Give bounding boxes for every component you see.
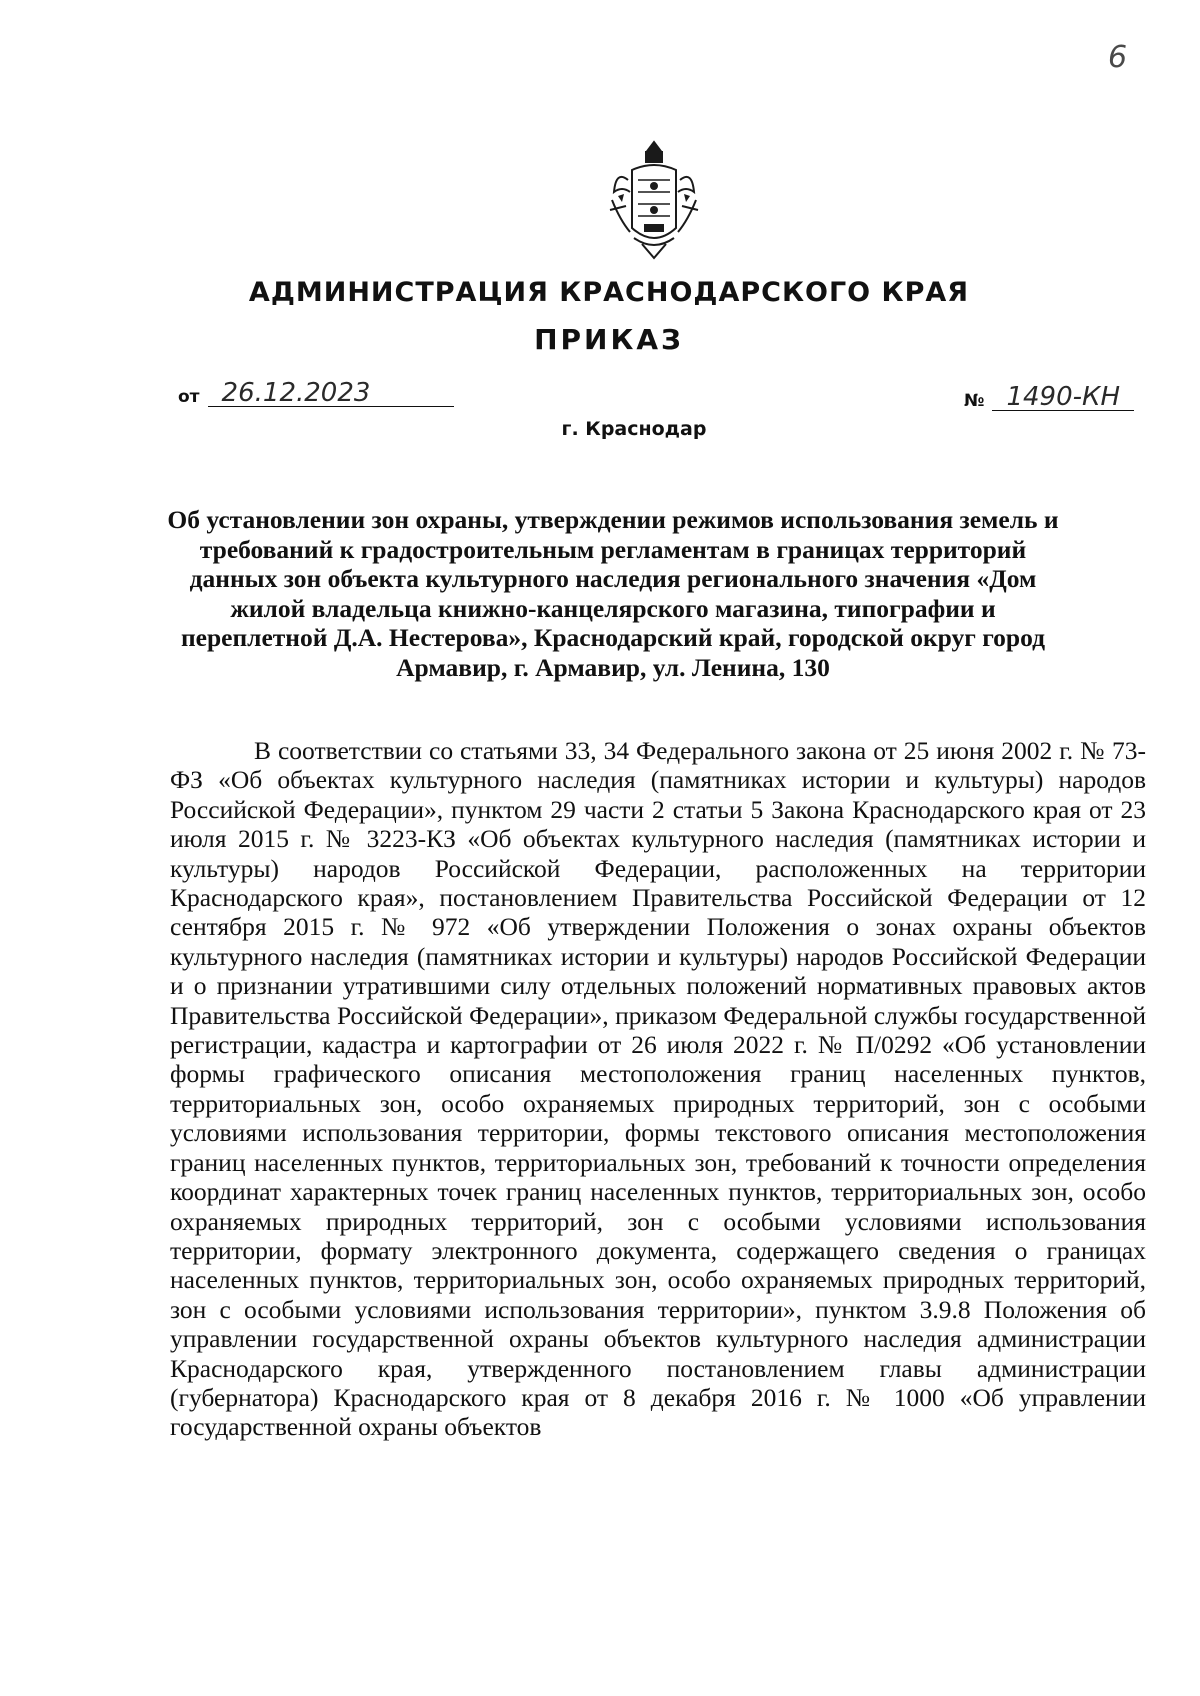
number-label: № [964, 391, 985, 411]
number-value: 1490-КН [992, 384, 1134, 411]
date-row [178, 380, 454, 407]
page-number: 6 [1108, 40, 1128, 75]
date-label: от [178, 387, 200, 407]
document-title: Об установлении зон охраны, утверждении режимов использования земель и требований к градостроительным регламентам в границах территорий данных зон объекта культурного наследия регионального значения «Дом жилой владельца книжно-канцелярского магазина, типографии и переплетной Д.А. Нестерова», Краснодарский край, городской округ город Армавир, г. Армавир, ул. Ленина, 130 [167, 505, 1059, 682]
coat-of-arms-icon [608, 140, 700, 262]
date-value: 26.12.2023 [208, 380, 454, 407]
number-row [964, 384, 1134, 411]
organization-name: АДМИНИСТРАЦИЯ КРАСНОДАРСКОГО КРАЯ [248, 277, 970, 308]
body-paragraph: В соответствии со статьями 33, 34 Федерального закона от 25 июня 2002 г. № 73-ФЗ «Об объектах культурного наследия (памятниках истории и культуры) народов Российской Федерации», пунктом 29 части 2 статьи 5 Закона Краснодарского края от 23 июля 2015 г. № 3223-КЗ «Об объектах культурного наследия (памятниках истории и культуры) народов Российской Федерации, расположенных на территории Краснодарского края», постановлением Правительства Российской Федерации от 12 сентября 2015 г. № 972 «Об утверждении Положения о зонах охраны объектов культурного наследия (памятниках истории и культуры) народов Российской Федерации и о признании утратившими силу отдельных положений нормативных правовых актов Правительства Российской Федерации», приказом Федеральной службы государственной регистрации, кадастра и картографии от 26 июля 2022 г. № П/0292 «Об установлении формы графического описания местоположения границ населенных пунктов, территориальных зон, особо охраняемых природных территорий, зон с особыми условиями использования территории, формы текстового описания местоположения границ населенных пунктов, территориальных зон, требований к точности определения координат характерных точек границ населенных пунктов, территориальных зон, особо охраняемых природных территорий, зон с особыми условиями использования территории, формату электронного документа, содержащего сведения о границах населенных пунктов, территориальных зон, особо охраняемых природных территорий, зон с особыми условиями использования территории», пунктом 3.9.8 Положения об управлении государственной охраны объектов культурного наследия администрации Краснодарского края, утвержденного постановлением главы администрации (губернатора) Краснодарского края от 8 декабря 2016 г. № 1000 «Об управлении государственной охраны объектов [170, 736, 1146, 1442]
document-type: ПРИКАЗ [534, 323, 684, 356]
city: г. Краснодар [561, 418, 707, 440]
